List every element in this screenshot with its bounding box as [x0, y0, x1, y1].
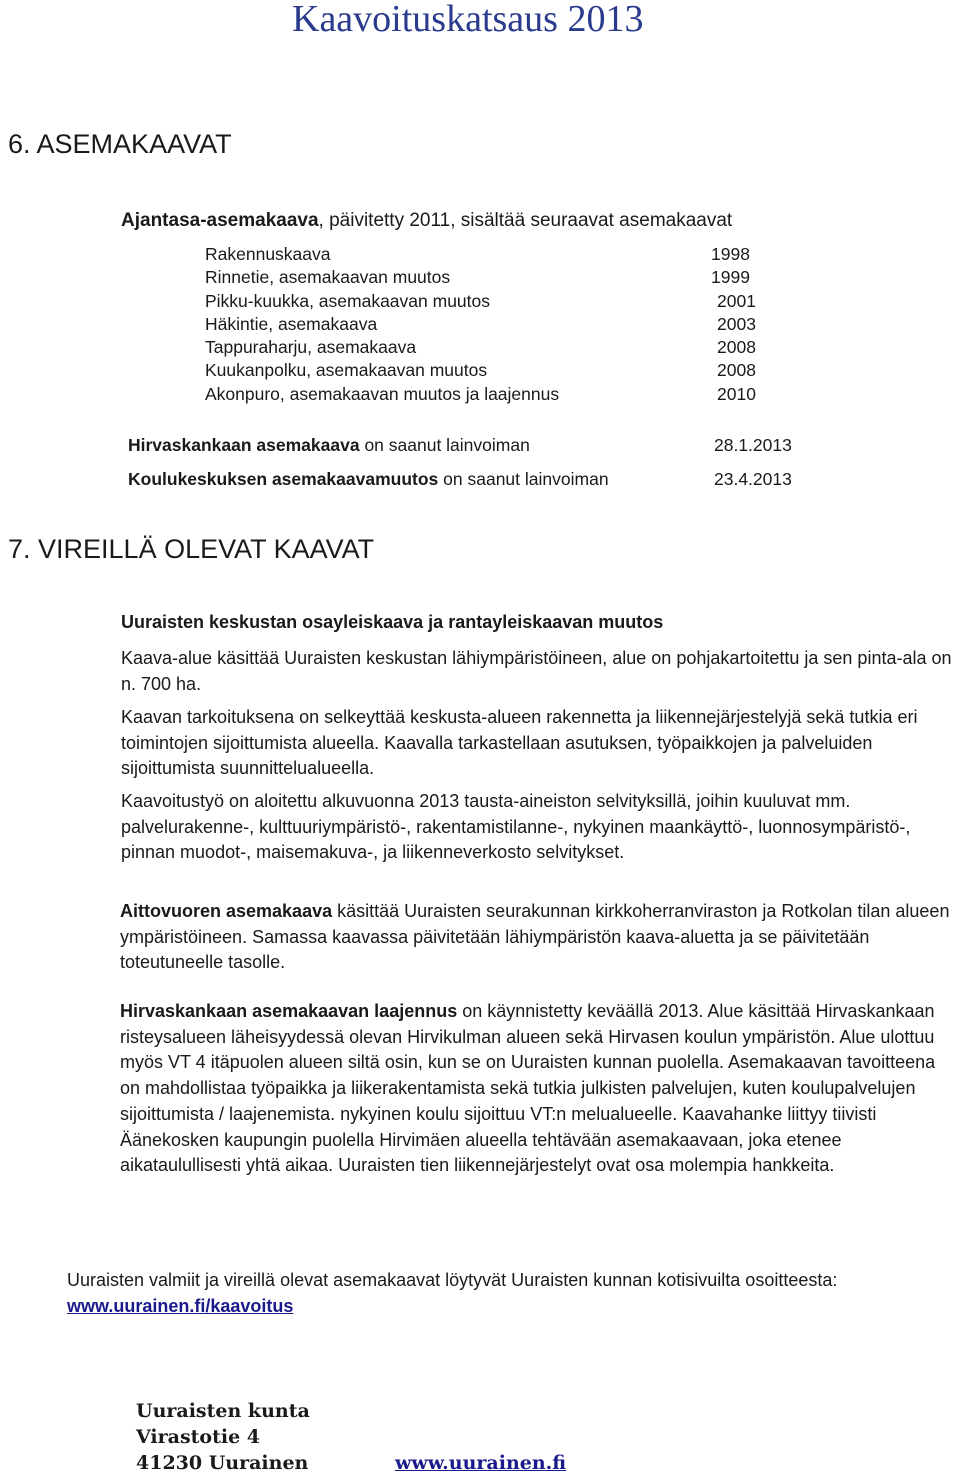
footer-street: Virastotie 4	[136, 1426, 261, 1448]
plan-year: 2001	[717, 290, 756, 311]
hirvaskangas-laajennus-rest: on käynnistetty keväällä 2013. Alue käsittää Hirvaskankaan risteysalueen läheisyydessä olevan Hirvikulman alueen sekä Hirvasen koulun ympäristön. Alue ulottuu myös VT 4 itäpuolen alueen siltä osin, kun se on Uuraisten kunnan puolella. Asemakaavan tavoitteena on mahdollistaa työpaikka ja liikerakentamista sekä tutkia julkisten palvelujen, kuten koulupalvelujen sijoittumista / laajenemista. nykyinen koulu sijoittuu VT:n melualueelle. Kaavahanke liittyy tiivisti Äänekosken kaupungin puolella Hirvimäen alueella tehtävään asemakaavaan, joka etenee aikataulullisesti yhtä aikaa. Uuraisten tien liikennejärjestelyt ovat osa molempia hankkeita.	[120, 1001, 936, 1176]
plan-name: Akonpuro, asemakaavan muutos ja laajennus	[205, 383, 560, 404]
plan-row	[205, 383, 765, 406]
section-7-heading: 7. VIREILLÄ OLEVAT KAAVAT	[8, 534, 375, 564]
footer-address	[136, 1398, 310, 1476]
osayleiskaava-para-2: Kaavan tarkoituksena on selkeyttää keskusta-alueen rakennetta ja liikennejärjestelyjä sekä tutkia eri toimintojen sijoittumista alueella. Kaavalla tarkastellaan asutuksen, työpaikkojen ja palveluiden sijoittumista suunnittelualueella.	[121, 707, 918, 779]
plan-name: Rinnetie, asemakaavan muutos	[205, 267, 451, 288]
osayleiskaava-para-3: Kaavoitustyö on aloitettu alkuvuonna 2013 tausta-aineiston selvityksillä, joihin kuuluvat mm. palvelurakenne-, kulttuuriympäristö-, rakentamistilanne-, nykyinen maankäyttö-, luonnosympäristö-, pinnan muodot-, maisemakuva-, ja liikenneverkosto selvitykset.	[121, 791, 911, 863]
plan-year: 2008	[717, 337, 756, 358]
plan-row	[205, 243, 765, 266]
aittovuori-rest: käsittää Uuraisten seurakunnan kirkkoherranviraston ja Rotkolan tilan alueen ympäristöineen. Samassa kaavassa päivitetään lähiympäristön kaava-aluetta ja se päivitetään toteutuneelle tasolle.	[120, 901, 950, 973]
footer-postal: 41230 Uurainen	[136, 1452, 309, 1474]
status-koulukeskus-date: 23.4.2013	[714, 469, 792, 489]
kaavoitus-link[interactable]: www.uurainen.fi/kaavoitus	[67, 1295, 294, 1316]
status-hirvaskangas-rest: on saanut lainvoiman	[359, 435, 530, 455]
plan-row	[205, 266, 765, 289]
plan-name: Häkintie, asemakaava	[205, 313, 378, 334]
plan-year: 2010	[717, 383, 756, 404]
hirvaskangas-laajennus-paragraph	[120, 999, 955, 1179]
plan-year: 2003	[717, 313, 756, 334]
status-hirvaskangas	[128, 434, 530, 456]
footer-org: Uuraisten kunta	[136, 1400, 310, 1422]
plan-year: 2008	[717, 360, 756, 381]
document-header-title: Kaavoituskatsaus 2013	[292, 0, 644, 40]
plan-name: Kuukanpolku, asemakaavan muutos	[205, 360, 488, 381]
ajantasa-intro-rest: , päivitetty 2011, sisältää seuraavat asemakaavat	[318, 210, 733, 231]
status-hirvaskangas-bold: Hirvaskankaan asemakaava	[128, 435, 360, 455]
plan-row	[205, 313, 765, 336]
aittovuori-bold: Aittovuoren asemakaava	[120, 901, 333, 921]
footer-website-link[interactable]: www.uurainen.fi	[395, 1452, 567, 1474]
osayleiskaava-para-1: Kaava-alue käsittää Uuraisten keskustan lähiympäristöineen, alue on pohjakartoitettu ja sen pinta-ala on n. 700 ha.	[121, 648, 952, 694]
status-koulukeskus	[128, 468, 609, 490]
osayleiskaava-heading	[121, 610, 956, 636]
aittovuori-paragraph	[120, 899, 955, 976]
plan-name: Tappuraharju, asemakaava	[205, 337, 417, 358]
plan-row	[205, 290, 765, 313]
ajantasa-intro	[121, 209, 732, 233]
plan-year: 1998	[711, 244, 750, 264]
osayleiskaava-heading-text: Uuraisten keskustan osayleiskaava ja rantayleiskaavan muutos	[121, 612, 664, 632]
status-koulukeskus-bold: Koulukeskuksen asemakaavamuutos	[128, 469, 439, 489]
plan-list	[205, 243, 765, 406]
status-koulukeskus-rest: on saanut lainvoiman	[438, 469, 609, 489]
plan-name: Pikku-kuukka, asemakaavan muutos	[205, 290, 490, 311]
plan-row	[205, 359, 765, 382]
status-hirvaskangas-date: 28.1.2013	[714, 435, 792, 455]
ajantasa-intro-bold: Ajantasa-asemakaava	[121, 210, 319, 231]
plan-name: Rakennuskaava	[205, 244, 331, 264]
plan-year: 1999	[711, 267, 750, 288]
plan-row	[205, 336, 765, 359]
closing-text: Uuraisten valmiit ja vireillä olevat asemakaavat löytyvät Uuraisten kunnan kotisivuilta osoitteesta:	[67, 1270, 838, 1290]
section-6-heading: 6. ASEMAKAAVAT	[8, 129, 232, 159]
closing-paragraph	[67, 1268, 927, 1319]
hirvaskangas-laajennus-bold: Hirvaskankaan asemakaavan laajennus	[120, 1001, 458, 1021]
